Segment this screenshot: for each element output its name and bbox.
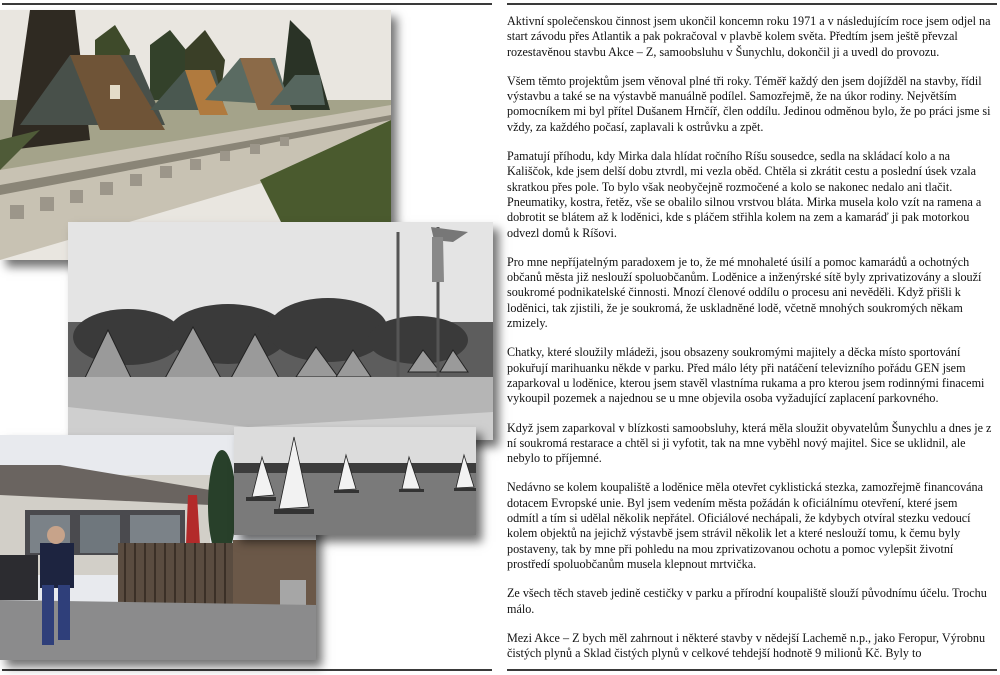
photo-sailing — [234, 427, 476, 535]
paragraph-5: Chatky, které sloužily mládeži, jsou obsazeny soukromými majitely a děcka místo sportování pokuřují marihuanku někde v parku. Před málo léty při natáčení televizního pořádu GEN jsem zaparkoval u loděnice, kterou jsem stavěl vlastníma rukama a pro kterou jsem rodinnými finacemi vykoupil pozemek a najednou se u mne objevila osoba vyžadující zaplacení parkovného. — [507, 345, 985, 406]
bottom-rule-left — [2, 669, 492, 671]
paragraph-9: Mezi Akce – Z bych měl zahrnout i některé stavby v nědejší Lachemě n.p., jako Feropur, Výrobnu čistých plynů a Sklad čistých plynů v celkové tehdejší hodnotě 9 milionů Kč. Byly to — [507, 630, 986, 661]
paragraph-4: Pro mne nepříjatelným paradoxem je to, že mé mnohaleté úsilí a pomoc kamarádů a ochotných občanů města již neslouží spoluobčanům. Loděnice a inženýrské sítě byly zprivatizovány a slouží soukromé podnikatelské činnosti. Mnozí členové oddílu o procesu ani nevěděli. Když přišli k loděnici, tak zjistili, že je soukromá, že uskladněné lodě, včetně mnohých soukromých někam zmizely. — [507, 254, 982, 331]
paragraph-2: Všem těmto projektům jsem věnoval plné tři roky. Téměř každý den jsem dojížděl na stavby, řídil výstavbu a také se na výstavbě manuálně podílel. Samozřejmě, že na úkor rodiny. Největším pomocníkem mi byl přítel Dušanem Hrnčíř, člen oddílu. Jedinou odměnou bylo, že po práci jsme si vždy, za každého počasí, zaplavali k ostrůvku a zpět. — [507, 73, 991, 134]
paragraph-7: Nedávno se kolem koupaliště a loděnice měla otevřet cyklistická stezka, zamozřejmě financována dotacem Evropské unie. Byl jsem vedením města požádán k oficiálnímu otevření, které jsem odmítl a tím si udělal několik nepřátel. Oficiálové nechápali, že kdybych otvíral stezku vedoucí kolem objektů na jejichž výstavbě jsem strávil několik let a které neslouží tomu, k čemu byly postaveny, tak by mne při pohledu na mou zprivatizovanou ochotu a pomoc vylepšit životní prostředí spoluobčanům musela klepnout mrtvička. — [507, 480, 983, 571]
top-rule-right — [507, 3, 997, 5]
paragraph-1: Aktivní společenskou činnost jsem ukončil koncemn roku 1971 a v následujícím roce jsem odjel na start závodu přes Atlantik a pak pokračoval v plavbě kolem světa. Předtím jsem ještě převzal rozestavěnou stavbu Akce – Z, samoobsluhu v Šunychlu, dokončil ji a uvedl do provozu. — [507, 14, 991, 59]
article-text — [507, 14, 992, 675]
paragraph-6: Když jsem zaparkoval v blízkosti samoobsluhy, která měla sloužit obyvatelům Šunychlu a dnes je z ní soukromá restarace a chtěl si ji vyfotit, tak na mne vyběhl nový majitel. Sice se uklidnil, ale nebylo to příjemné. — [507, 420, 992, 466]
photo-cabins-bw — [68, 222, 493, 440]
paragraph-3: Pamatují příhodu, kdy Mirka dala hlídat ročního Ríšu sousedce, sedla na skládací kolo a na Kališčok, kde jsem delší dobu ztvrdl, mi vezla oběd. Chtěla si zkrátit cestu a poslední úsek vzala skratkou přes pole. To bylo však neobyčejně rozmočené a kolo se nakonec nedalo ani tlačit. Pneumatiky, kostra, řetěz, vše se obalilo silnou vrstvou bláta. Mirka musela kolo vzít na ramena a dobrotit se blátem až k loděnici, kde s pláčem střihla kolem na zem a kamaráď ji pak motorkou odvezl domů k Ríšovi. — [507, 149, 982, 240]
top-rule-left — [2, 3, 492, 5]
paragraph-8: Ze všech těch staveb jedině cestičky v parku a přírodní koupaliště slouží původnímu účelu. Trochu málo. — [507, 586, 987, 616]
